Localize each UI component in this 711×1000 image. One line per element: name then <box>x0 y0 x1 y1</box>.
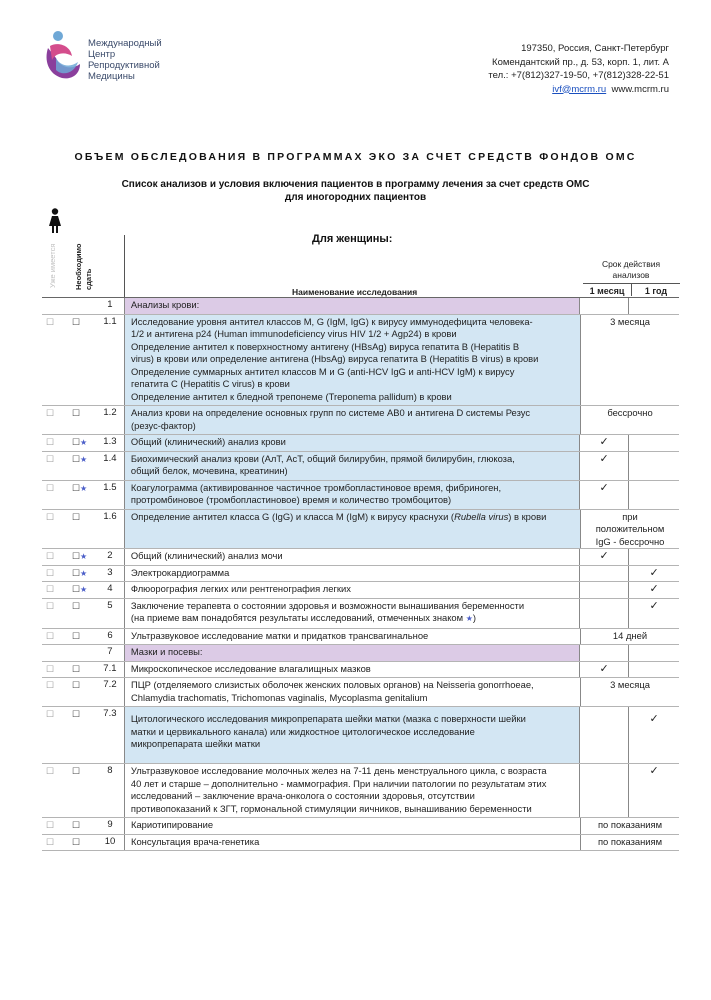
text-line: 1/2 и антигена p24 (Human immunodeficiency virus HIV 1/2 + Agp24) в крови <box>131 328 457 339</box>
row-text <box>124 452 580 480</box>
have-checkbox[interactable]: ☐ <box>46 709 55 719</box>
tests-table <box>42 297 679 851</box>
address-line-1: 197350, Россия, Санкт-Петербург <box>521 43 669 54</box>
text-line: Исследование уровня антител классов M, G (IgM, IgG) к вирусу иммунодефицита человека- <box>131 315 533 327</box>
row-number: 1 <box>107 299 113 310</box>
validity-header-line-1: Срок действия <box>601 259 661 269</box>
row-text: Флюорография легких или рентгенография легких <box>124 582 580 598</box>
table-row <box>42 678 679 707</box>
text-line: Коагулограмма (активированное частичное тромбопластиновое время, фибриноген, <box>130 481 502 493</box>
row-text: Кариотипирование <box>124 818 581 834</box>
table-row <box>42 835 679 852</box>
check-icon: ✓ <box>628 764 679 817</box>
check-icon: ✓ <box>599 550 609 562</box>
validity-value <box>581 510 679 549</box>
month-column-header: 1 месяц <box>583 283 631 296</box>
table-row <box>42 297 679 315</box>
document-subtitle <box>0 178 711 204</box>
phone-line: тел.: +7(812)327-19-50, +7(812)328-22-51 <box>488 70 669 81</box>
text-line: общий белок, мочевина, креатинин) <box>130 465 288 476</box>
need-checkbox[interactable]: ☐ <box>72 408 81 418</box>
email-link[interactable]: ivf@mcrm.ru <box>552 83 607 95</box>
row-number: 10 <box>104 835 116 847</box>
logo-line-2: Центр <box>88 49 116 60</box>
text-italic: Rubella virus <box>454 510 509 522</box>
have-checkbox[interactable]: ☐ <box>46 663 55 674</box>
need-checkbox[interactable]: ☐ <box>71 584 81 594</box>
text-line: Определение суммарных антител классов M и G (anti-HCV IgG и anti-HCV IgM) к вирусу <box>131 365 515 377</box>
have-checkbox[interactable]: ☐ <box>46 316 55 327</box>
row-number: 7.3 <box>103 708 117 719</box>
need-checkbox[interactable]: ☐ <box>71 709 81 719</box>
need-column-label-1: Необходимо <box>74 243 83 290</box>
validity-value: по показаниям <box>597 819 663 830</box>
need-checkbox[interactable]: ☐ <box>71 567 81 578</box>
row-text: Микроскопическое исследование влагалищных мазков <box>124 662 580 678</box>
row-number: 1.1 <box>103 315 117 327</box>
row-number: 7.2 <box>103 679 117 690</box>
document-title: ОБЪЕМ ОБСЛЕДОВАНИЯ В ПРОГРАММАХ ЭКО ЗА СЧЕТ СРЕДСТВ ФОНДОВ ОМС <box>74 151 637 163</box>
contact-block <box>488 42 669 96</box>
have-checkbox[interactable]: ☐ <box>46 584 55 594</box>
row-number: 5 <box>107 599 113 611</box>
have-checkbox[interactable]: ☐ <box>46 482 55 493</box>
table-row <box>42 315 679 407</box>
table-row <box>42 582 679 599</box>
star-icon: ★ <box>80 568 88 578</box>
table-row <box>42 599 679 629</box>
row-number: 7 <box>107 646 113 657</box>
logo-emblem-icon <box>42 30 86 84</box>
have-checkbox[interactable]: ☐ <box>46 820 55 830</box>
row-title: Анализы крови: <box>124 298 580 314</box>
text-line: Ультразвуковое исследование молочных желез на 7-11 день менструального цикла, с возраста <box>130 765 547 776</box>
row-number: 3 <box>107 566 113 578</box>
row-text: Общий (клинический) анализ крови <box>124 435 580 451</box>
have-checkbox[interactable]: ☐ <box>46 551 55 561</box>
text-part: ) в крови <box>508 510 547 522</box>
row-number: 1.5 <box>103 481 117 493</box>
row-text: Консультация врача-генетика <box>124 835 581 851</box>
text-line: гепатита C (Hepatitis C virus) в крови <box>131 378 290 389</box>
check-icon: ✓ <box>599 481 609 494</box>
text-line: Определение антител к поверхностному антигену (HBsAg) вируса гепатита B (Hepatitis B <box>131 340 520 352</box>
text-line: (резус-фактор) <box>131 419 196 431</box>
row-text <box>124 678 581 706</box>
check-icon: ✓ <box>599 436 609 448</box>
star-icon: ★ <box>80 552 88 561</box>
row-title: Мазки и посевы: <box>124 645 580 661</box>
text-line: исследований – заключение врача-онколога о состоянии здоровья, отсутствии <box>130 790 475 801</box>
row-text <box>124 481 580 509</box>
validity-value: 3 месяца <box>610 679 650 690</box>
star-icon: ★ <box>80 585 88 594</box>
table-row <box>42 510 679 550</box>
subtitle-line-2: для иногородних пациентов <box>284 192 427 203</box>
validity-header <box>583 259 679 281</box>
have-checkbox[interactable]: ☐ <box>46 408 55 418</box>
need-checkbox[interactable]: ☐ <box>71 437 81 447</box>
have-checkbox[interactable]: ☐ <box>46 836 55 847</box>
have-checkbox[interactable]: ☐ <box>46 766 55 776</box>
text-line: Биохимический анализ крови (АлТ, АсТ, общий билирубин, прямой билирубин, глюкоза, <box>130 452 515 464</box>
text-line: Определение антител к бледной трепонеме (Treponema pallidum) в крови <box>131 390 452 402</box>
row-text: Заключение терапевта о состоянии здоровья и возможности вынашивания беременности (на приеме вам понадобятся результаты исследований, отмеченных знаком ★) <box>124 599 580 628</box>
row-number: 1.6 <box>103 510 117 522</box>
address-line-2: Комендантский пр., д. 53, корп. 1, лит. А <box>492 56 669 68</box>
text-line: Цитологического исследования микропрепарата шейки матки (мазка с поверхности шейки <box>130 713 526 724</box>
table-row <box>42 707 679 764</box>
logo-line-3: Репродуктивной <box>88 60 160 71</box>
have-checkbox[interactable]: ☐ <box>46 437 55 447</box>
validity-value: 3 месяца <box>610 315 650 327</box>
need-checkbox[interactable]: ☐ <box>71 600 81 611</box>
row-text <box>124 764 580 817</box>
text-line: ПЦР (отделяемого слизистых оболочек женских половых органов) на Neisseria gonorrhoeae, <box>131 679 534 690</box>
table-row <box>42 406 679 435</box>
need-checkbox[interactable]: ☐ <box>72 680 81 690</box>
star-icon: ★ <box>465 614 473 623</box>
row-text <box>124 510 581 549</box>
need-checkbox[interactable]: ☐ <box>72 316 81 327</box>
need-checkbox[interactable]: ☐ <box>71 551 81 561</box>
row-number: 1.3 <box>103 436 117 447</box>
section-heading-women: Для женщины: <box>312 233 393 245</box>
woman-icon <box>48 208 62 234</box>
table-row <box>42 662 679 679</box>
need-checkbox[interactable]: ☐ <box>72 511 81 522</box>
need-checkbox[interactable]: ☐ <box>71 482 81 493</box>
have-checkbox[interactable]: ☐ <box>46 600 55 611</box>
clinic-logo <box>42 30 182 86</box>
text-line: матки и цервикального канала) или жидкостное цитологическое исследование <box>130 725 475 737</box>
table-row <box>42 549 679 566</box>
text-line: virus) в крови или определение антигена (HbsAg) вируса гепатита B (Hepatitis B virus) в крови <box>131 353 539 364</box>
validity-value: по показаниям <box>597 835 663 847</box>
row-number: 7.1 <box>103 662 117 674</box>
need-checkbox[interactable]: ☐ <box>72 630 81 641</box>
text-line: Заключение терапевта о состоянии здоровья и возможности вынашивания беременности <box>130 599 525 611</box>
text-line: 40 лет и старше – дополнительно - маммография. При наличии патологии по результатам этих <box>130 777 547 789</box>
need-checkbox[interactable]: ☐ <box>71 453 81 464</box>
text-line: протромбиновое (тромбопластиновое) время и количество тромбоцитов) <box>130 494 452 505</box>
validity-value: бессрочно <box>607 407 653 418</box>
subtitle-line-1: Список анализов и условия включения пациентов в программу лечения за счет средств ОМС <box>121 179 590 190</box>
row-text: Электрокардиограмма <box>124 566 580 582</box>
name-column-header: Наименование исследования <box>292 287 418 297</box>
site-link[interactable]: www.mcrm.ru <box>611 83 669 95</box>
row-text <box>124 707 580 763</box>
text-line: противопоказаний к ЗГТ, гормональной стимуляции яичников, вынашиванию беременности <box>130 802 532 814</box>
have-checkbox[interactable]: ☐ <box>46 453 55 464</box>
row-number: 1.2 <box>103 407 117 418</box>
star-icon: ★ <box>80 454 88 464</box>
row-text <box>124 315 581 406</box>
table-row <box>42 435 679 452</box>
table-row <box>42 818 679 835</box>
need-column-label-2: сдать <box>84 268 93 290</box>
star-icon: ★ <box>80 438 88 447</box>
have-checkbox[interactable]: ☐ <box>46 511 55 522</box>
row-number: 6 <box>107 629 113 641</box>
validity-line: IgG - бессрочно <box>595 535 665 547</box>
need-checkbox[interactable]: ☐ <box>71 766 81 776</box>
row-number: 2 <box>107 550 113 561</box>
row-number: 1.4 <box>103 452 117 464</box>
row-text: Ультразвуковое исследование матки и придатков трансвагинальное <box>124 629 581 645</box>
validity-value: 14 дней <box>612 629 648 641</box>
need-checkbox[interactable]: ☐ <box>72 836 81 847</box>
table-row <box>42 481 679 510</box>
validity-line: при <box>622 510 638 522</box>
text-line: (на приеме вам понадобятся результаты исследований, отмеченных знаком <box>130 612 464 623</box>
row-text <box>124 406 581 434</box>
year-column-header: 1 год <box>631 283 680 296</box>
have-checkbox[interactable]: ☐ <box>46 680 55 690</box>
star-icon: ★ <box>80 483 88 493</box>
text-line: Анализ крови на определение основных групп по системе AB0 и антигена D системы Резус <box>131 407 531 418</box>
table-row <box>42 566 679 583</box>
row-number: 8 <box>107 765 113 776</box>
have-checkbox[interactable]: ☐ <box>46 630 55 641</box>
check-icon: ✓ <box>599 452 609 465</box>
check-icon: ✓ <box>628 566 679 582</box>
check-icon: ✓ <box>628 582 679 598</box>
table-row <box>42 452 679 481</box>
logo-line-1: Международный <box>88 38 162 49</box>
check-icon: ✓ <box>628 599 679 628</box>
text-part: Определение антител класса G (IgG) и класса M (IgM) к вирусу краснухи ( <box>131 510 455 522</box>
check-icon: ✓ <box>599 662 609 675</box>
table-row <box>42 645 679 662</box>
table-row <box>42 764 679 818</box>
validity-line: положительном <box>595 523 665 534</box>
text-line: Chlamydia trachomatis, Trichomonas vaginalis, Mycoplasma genitalium <box>131 691 428 703</box>
need-checkbox[interactable]: ☐ <box>71 663 81 674</box>
need-checkbox[interactable]: ☐ <box>72 820 81 830</box>
logo-line-4: Медицины <box>88 71 135 82</box>
row-number: 9 <box>107 819 113 830</box>
have-checkbox[interactable]: ☐ <box>46 567 55 578</box>
row-text: Общий (клинический) анализ мочи <box>124 549 580 565</box>
have-column-label: Уже имеется <box>48 243 57 288</box>
row-number: 4 <box>107 583 113 594</box>
table-row <box>42 629 679 646</box>
text-line: микропрепарата шейки матки <box>130 738 261 749</box>
header-divider <box>124 235 125 298</box>
validity-header-line-2: анализов <box>612 270 650 280</box>
check-icon: ✓ <box>628 707 679 763</box>
